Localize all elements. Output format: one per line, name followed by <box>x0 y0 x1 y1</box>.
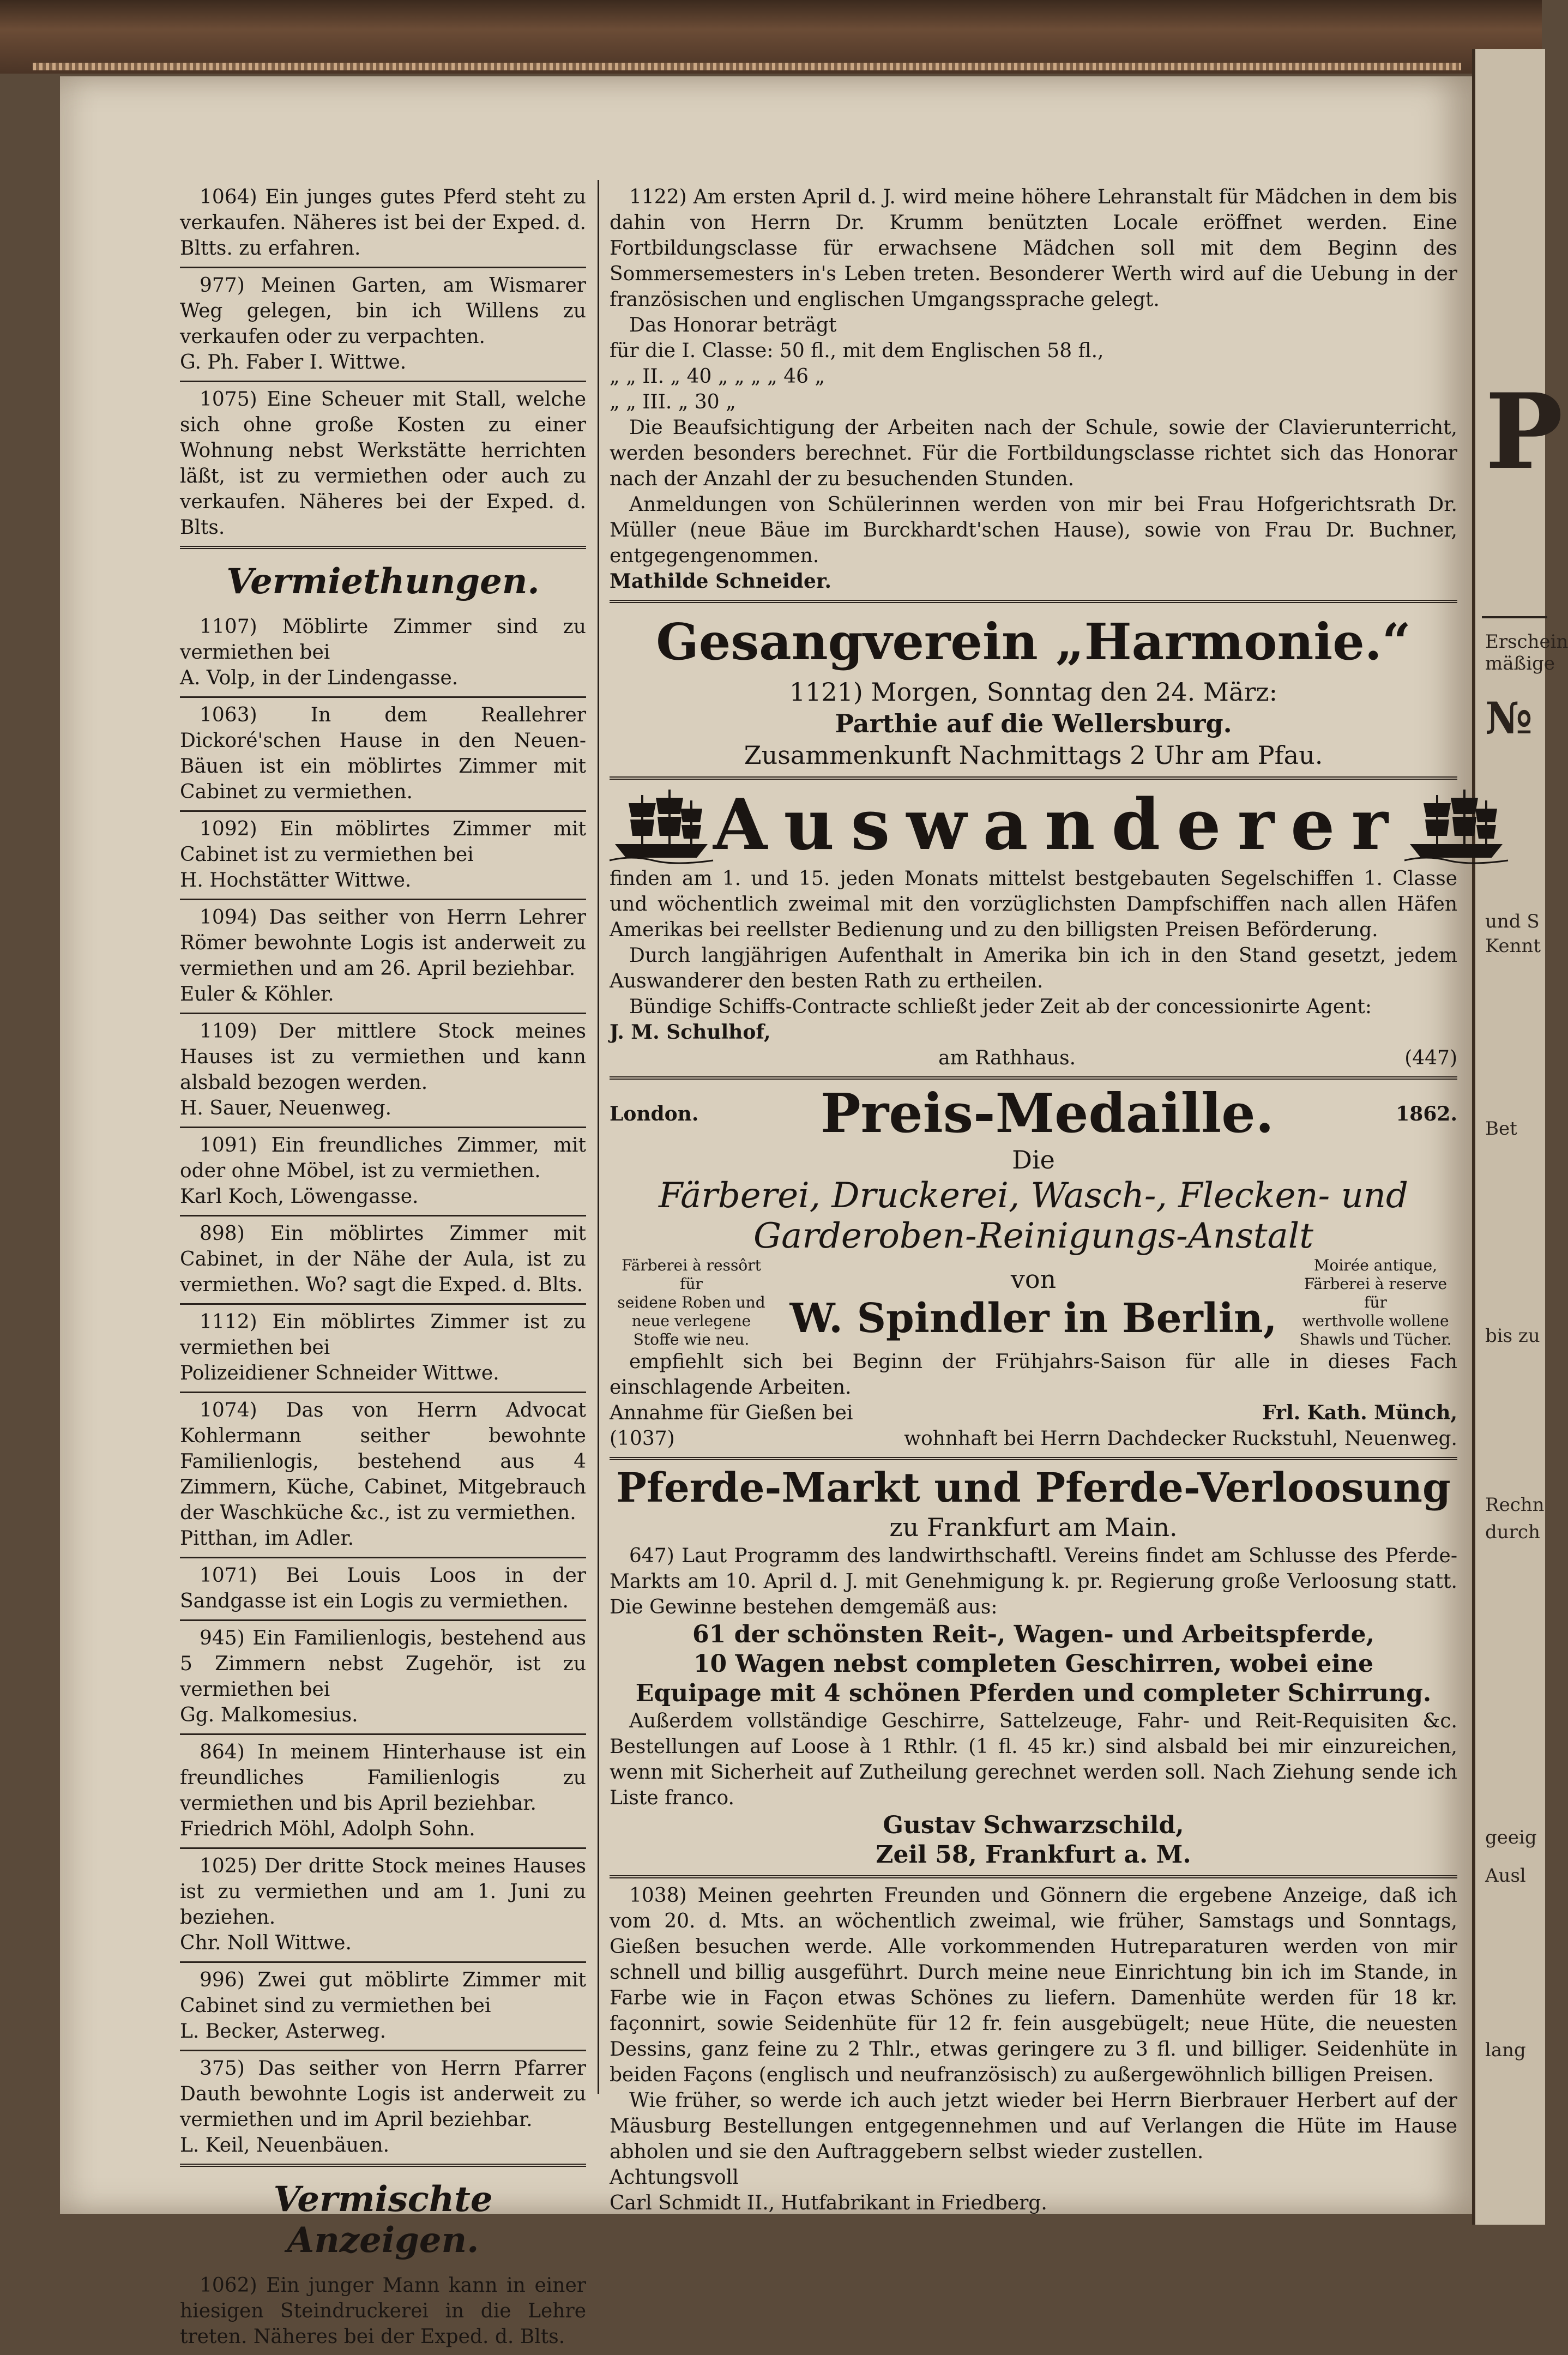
ad-signature: Carl Schmidt II., Hutfabrikant in Friedberg. <box>610 2192 1047 2214</box>
ship-icon <box>1404 784 1508 866</box>
ad-1121 <box>610 603 1457 780</box>
ad-signature: Mathilde Schneider. <box>610 570 832 593</box>
ad-honorar-row: „ „ III. „ 30 „ <box>610 391 736 413</box>
ad-signature-address: am Rathhaus. <box>938 1047 1076 1069</box>
next-page-big-letter: P <box>1485 371 1563 492</box>
left-column <box>180 180 586 2355</box>
ad-375 <box>180 2051 586 2167</box>
ad-title: Pferde-Markt und Pferde-Verloosung <box>616 1465 1451 1511</box>
ad-898 <box>180 1216 586 1305</box>
ship-icon <box>610 784 713 866</box>
ad-text: 1091) Ein freundliches Zimmer, mit oder ohne Möbel, ist zu vermiethen. <box>180 1134 586 1182</box>
ad-864 <box>180 1735 586 1849</box>
ad-von: von <box>1010 1264 1057 1294</box>
next-page-fragment: Bet <box>1485 1118 1517 1140</box>
ad-agent-addr-row <box>610 1426 1457 1451</box>
ad-signature: Pitthan, im Adler. <box>180 1527 354 1550</box>
ad-1074 <box>180 1393 586 1558</box>
ad-text: 1025) Der dritte Stock meines Hauses ist zu vermiethen und am 1. Juni zu beziehen. <box>180 1855 586 1929</box>
ad-left-note <box>610 1256 773 1349</box>
ad-signature: Gg. Malkomesius. <box>180 1704 358 1726</box>
ad-text: Wie früher, so werde ich auch jetzt wieder bei Herrn Bierbrauer Herbert auf der Mäusburg Bestellungen entgegennehmen und auf Verlangen die Hüte im Hause abholen und sie den Auftraggebern selbst wieder zustellen. <box>610 2089 1457 2163</box>
section-heading-misc: Vermischte Anzeigen. <box>273 2179 493 2261</box>
ad-1091 <box>180 1128 586 1216</box>
ad-prize: 10 Wagen nebst completen Geschirren, wobei eine <box>693 1650 1374 1678</box>
next-page-edge <box>1472 49 1568 2225</box>
next-page-fragment: Kennt <box>1485 935 1541 957</box>
next-page-fragment: Ausl <box>1485 1865 1526 1887</box>
ad-prize: 61 der schönsten Reit-, Wagen- und Arbeitspferde, <box>692 1621 1374 1648</box>
ad-title: Preis-Medaille. <box>820 1082 1274 1145</box>
next-page-fragment: bis zu <box>1485 1325 1540 1347</box>
ad-1062 <box>180 2268 586 2355</box>
ad-signature: H. Sauer, Neuenweg. <box>180 1097 392 1119</box>
ad-1071 <box>180 1558 586 1621</box>
ad-subtitle: zu Frankfurt am Main. <box>889 1513 1178 1542</box>
next-page-fragment: geeig <box>1485 1827 1537 1848</box>
ad-text: 898) Ein möblirtes Zimmer mit Cabinet, in der Nähe der Aula, ist zu vermiethen. Wo? sagt die Exped. d. Blts. <box>180 1222 586 1296</box>
ad-title-row <box>610 1084 1457 1144</box>
ad-1094 <box>180 900 586 1014</box>
next-page-fragment: und S <box>1485 911 1540 932</box>
ad-note-line: Moirée antique, <box>1313 1256 1438 1274</box>
ad-firm-block <box>773 1263 1294 1342</box>
ad-subtitle: Färberei, Druckerei, Wasch-, Flecken- und Garderoben-Reinigungs-Anstalt <box>659 1176 1408 1256</box>
ad-signature: G. Ph. Faber I. Wittwe. <box>180 351 407 374</box>
ad-text: Außerdem vollständige Geschirre, Sattelzeuge, Fahr- und Reit-Requisiten &c. Bestellungen auf Loose à 1 Rthlr. (1 fl. 45 kr.) sind alsbald bei mir einzureichen, wenn mit Sicherheit auf Zutheilung gerechnet werden soll. Nach Ziehung sende ich Liste franco. <box>610 1710 1457 1809</box>
ad-note-line: seidene Roben und neue verlegene Stoffe wie neu. <box>617 1293 765 1348</box>
ad-agent-address: wohnhaft bei Herrn Dachdecker Ruckstuhl, Neuenweg. <box>904 1428 1457 1450</box>
ad-text: 1092) Ein möblirtes Zimmer mit Cabinet ist zu vermiethen bei <box>180 818 586 866</box>
ad-prize: Equipage mit 4 schönen Pferden und completer Schirrung. <box>635 1679 1432 1707</box>
ad-title: Gesangverein „Harmonie.“ <box>656 612 1411 671</box>
ad-line: 1121) Morgen, Sonntag den 24. März: <box>789 677 1278 707</box>
ad-signature: A. Volp, in der Lindengasse. <box>180 667 459 689</box>
binding-stripe <box>33 63 1461 70</box>
ad-die: Die <box>1012 1145 1055 1175</box>
section-heading-rent: Vermiethungen. <box>226 561 540 602</box>
ad-text: empfiehlt sich bei Beginn der Frühjahrs-Saison für alle in dieses Fach einschlagende Arbeiten. <box>610 1351 1457 1399</box>
ad-line: Parthie auf die Wellersburg. <box>835 709 1232 738</box>
ad-signature: Friedrich Möhl, Adolph Sohn. <box>180 1818 475 1840</box>
ad-text: 1064) Ein junges gutes Pferd steht zu verkaufen. Näheres ist bei der Exped. d. Bltts. zu erfahren. <box>180 186 586 260</box>
ad-text: 1109) Der mittlere Stock meines Hauses ist zu vermiethen und kann alsbald bezogen werden. <box>180 1020 586 1094</box>
ad-text: 1094) Das seither von Herrn Lehrer Römer bewohnte Logis ist anderweit zu vermiethen und am 26. April beziehbar. <box>180 906 586 980</box>
ad-text: 1074) Das von Herrn Advocat Kohlermann seither bewohnte Familienlogis, bestehend aus 4 Zimmern, Küche, Cabinet, Mitgebrauch der Waschküche &c., ist zu vermiethen. <box>180 1399 586 1524</box>
ad-signature: Karl Koch, Löwengasse. <box>180 1185 419 1208</box>
ad-signature: Gustav Schwarzschild, <box>883 1811 1184 1839</box>
ad-1122 <box>610 180 1457 603</box>
next-page-fragment: Erschein <box>1485 631 1568 653</box>
ad-text: Die Beaufsichtigung der Arbeiten nach der Schule, sowie der Clavierunterricht, werden besonders berechnet. Für die Fortbildungsclasse richtet sich das Honorar nach der Anzahl der zu besuchenden Stunden. <box>610 417 1457 490</box>
next-page-fragment: lang <box>1485 2039 1526 2061</box>
ad-note-line: Färberei à ressôrt <box>622 1256 761 1274</box>
next-page-fragment: durch <box>1485 1521 1540 1543</box>
ad-1112 <box>180 1305 586 1393</box>
ad-1107 <box>180 610 586 698</box>
ad-text: 1063) In dem Reallehrer Dickoré'schen Hause in den Neuen-Bäuen ist ein möblirtes Zimmer mit Cabinet zu vermiethen. <box>180 704 586 803</box>
ad-signature: H. Hochstätter Wittwe. <box>180 869 412 892</box>
next-page-rule <box>1482 616 1547 618</box>
ad-note-line: für <box>1364 1293 1387 1311</box>
ad-1075 <box>180 382 586 549</box>
ad-text: 996) Zwei gut möblirte Zimmer mit Cabinet sind zu vermiethen bei <box>180 1969 586 2017</box>
ad-text: 1062) Ein junger Mann kann in einer hiesigen Steindruckerei in die Lehre treten. Näheres bei der Exped. d. Blts. <box>180 2274 586 2348</box>
ad-signature-address: Zeil 58, Frankfurt a. M. <box>876 1841 1191 1869</box>
ad-signature: L. Keil, Neuenbäuen. <box>180 2134 390 2157</box>
ad-number: (447) <box>1404 1047 1457 1069</box>
ad-1092 <box>180 812 586 900</box>
ad-note-line: werthvolle wollene Shawls und Tücher. <box>1299 1312 1452 1348</box>
ad-1038 <box>610 1878 1457 2221</box>
ad-firm-row <box>610 1256 1457 1349</box>
ad-right-note <box>1294 1256 1457 1349</box>
ad-tag: London. <box>610 1102 699 1125</box>
ad-text: 977) Meinen Garten, am Wismarer Weg gelegen, bin ich Willens zu verkaufen oder zu verpachten. <box>180 274 586 348</box>
ad-title: Auswanderer <box>713 784 1404 866</box>
ad-honorar-intro: Das Honorar beträgt <box>629 314 837 336</box>
ad-signature: Euler & Köhler. <box>180 983 334 1005</box>
ad-signature: L. Becker, Asterweg. <box>180 2020 387 2043</box>
ad-title-row <box>610 784 1457 866</box>
ad-agent-row <box>610 1400 1457 1426</box>
next-page-fragment: Rechn <box>1485 1494 1545 1516</box>
ad-text: 1112) Ein möblirtes Zimmer ist zu vermiethen bei <box>180 1311 586 1359</box>
ad-447 <box>610 780 1457 1080</box>
ad-note-line: für <box>680 1275 703 1293</box>
ad-text: 1122) Am ersten April d. J. wird meine höhere Lehranstalt für Mädchen in dem bis dahin von Herrn Dr. Krumm benützten Locale eröffnet werden. Eine Fortbildungsclasse für erwachsene Mädchen soll mit dem Beginn des Sommersemesters in's Leben treten. Besonderer Werth wird auf die Uebung in der französischen und englischen Umgangssprache gelegt. <box>610 186 1457 311</box>
ad-honorar-row: „ „ II. „ 40 „ „ „ „ 46 „ <box>610 365 825 388</box>
ad-signature: Polizeidiener Schneider Wittwe. <box>180 1362 499 1384</box>
ad-year: 1862. <box>1396 1102 1457 1125</box>
ad-text: 945) Ein Familienlogis, bestehend aus 5 Zimmern nebst Zugehör, ist zu vermiethen bei <box>180 1627 586 1701</box>
ad-footer-row <box>610 1045 1457 1071</box>
ad-note-line: Färberei à reserve <box>1304 1275 1448 1293</box>
ad-text: 647) Laut Programm des landwirthschaftl. Vereins findet am Schlusse des Pferde-Markts am 10. April d. J. mit Genehmigung k. pr. Regierung große Verloosung statt. Die Gewinne bestehen demgemäß aus: <box>610 1545 1457 1618</box>
ad-text: 1107) Möblirte Zimmer sind zu vermiethen bei <box>180 616 586 664</box>
ad-agent: Frl. Kath. Münch, <box>1262 1401 1457 1424</box>
ad-text: Durch langjährigen Aufenthalt in Amerika bin ich in den Stand gesetzt, jedem Auswanderer den besten Rath zu ertheilen. <box>610 944 1457 992</box>
ad-number: (1037) <box>610 1428 675 1450</box>
ad-line: Zusammenkunft Nachmittags 2 Uhr am Pfau. <box>744 740 1323 770</box>
ad-closing: Achtungsvoll <box>610 2166 739 2189</box>
ad-text: finden am 1. und 15. jeden Monats mittelst bestgebauten Segelschiffen 1. Classe und wöchentlich zweimal mit den vorzüglichsten Dampfschiffen nach allen Häfen Amerikas bei reellster Bedienung und zu den billigsten Preisen Beförderung. <box>610 868 1457 941</box>
ad-text: 1075) Eine Scheuer mit Stall, welche sich ohne große Kosten zu einer Wohnung nebst Werkstätte herrichten läßt, ist zu vermiethen oder auch zu verkaufen. Näheres bei der Exped. d. Blts. <box>180 388 586 539</box>
ad-text: 1071) Bei Louis Loos in der Sandgasse ist ein Logis zu vermiethen. <box>180 1564 586 1612</box>
ad-signature: J. M. Schulhof, <box>610 1021 771 1044</box>
ad-text: 1038) Meinen geehrten Freunden und Gönnern die ergebene Anzeige, daß ich vom 20. d. Mts. an wöchentlich zweimal, wie früher, Samstags und Sonntags, Gießen besuchen werde. Alle vorkommenden Hutreparaturen werden von mir schnell und billig ausgeführt. Durch meine neue Einrichtung bin ich im Stande, in Farbe wie in Façon etwas Schönes zu liefern. Damenhüte werden für 18 kr. façonnirt, sowie Seidenhüte für 12 fr. fein ausgebügelt; neue Hüte, die neuesten Dessins, ganz feine zu 2 Thlr., etwas geringere zu 3 fl. und billiger. Seidenhüte in beiden Façons (englisch und neufranzösisch) zu außergewöhnlich billigen Preisen. <box>610 1884 1457 2086</box>
ad-text: Bündige Schiffs-Contracte schließt jeder Zeit ab der concessionirte Agent: <box>629 996 1372 1018</box>
ad-text: Anmeldungen von Schülerinnen werden von mir bei Frau Hofgerichtsrath Dr. Müller (neue Bäue im Burckhardt'schen Hause), sowie von Frau Dr. Buchner, entgegengenommen. <box>610 493 1457 567</box>
ad-1063 <box>180 698 586 812</box>
ad-1025 <box>180 1849 586 1963</box>
ad-honorar-row: für die I. Classe: 50 fl., mit dem Englischen 58 fl., <box>610 340 1104 362</box>
ad-signature: Chr. Noll Wittwe. <box>180 1932 352 1954</box>
ad-647 <box>610 1460 1457 1878</box>
next-page-fragment: mäßige <box>1485 653 1555 674</box>
ad-945 <box>180 1621 586 1735</box>
ad-firm: W. Spindler in Berlin, <box>789 1295 1277 1342</box>
ad-text: 864) In meinem Hinterhause ist ein freundliches Familienlogis zu vermiethen und bis April beziehbar. <box>180 1741 586 1815</box>
ad-text: 375) Das seither von Herrn Pfarrer Dauth bewohnte Logis ist anderweit zu vermiethen und im April beziehbar. <box>180 2057 586 2131</box>
ad-annahme: Annahme für Gießen bei <box>610 1402 853 1424</box>
ad-977 <box>180 268 586 382</box>
ad-1109 <box>180 1014 586 1128</box>
column-rule <box>598 180 599 2094</box>
ad-1064 <box>180 180 586 268</box>
right-column <box>610 180 1457 2221</box>
ad-996 <box>180 1963 586 2051</box>
ad-1037 <box>610 1080 1457 1460</box>
next-page-fragment: № <box>1485 692 1533 744</box>
